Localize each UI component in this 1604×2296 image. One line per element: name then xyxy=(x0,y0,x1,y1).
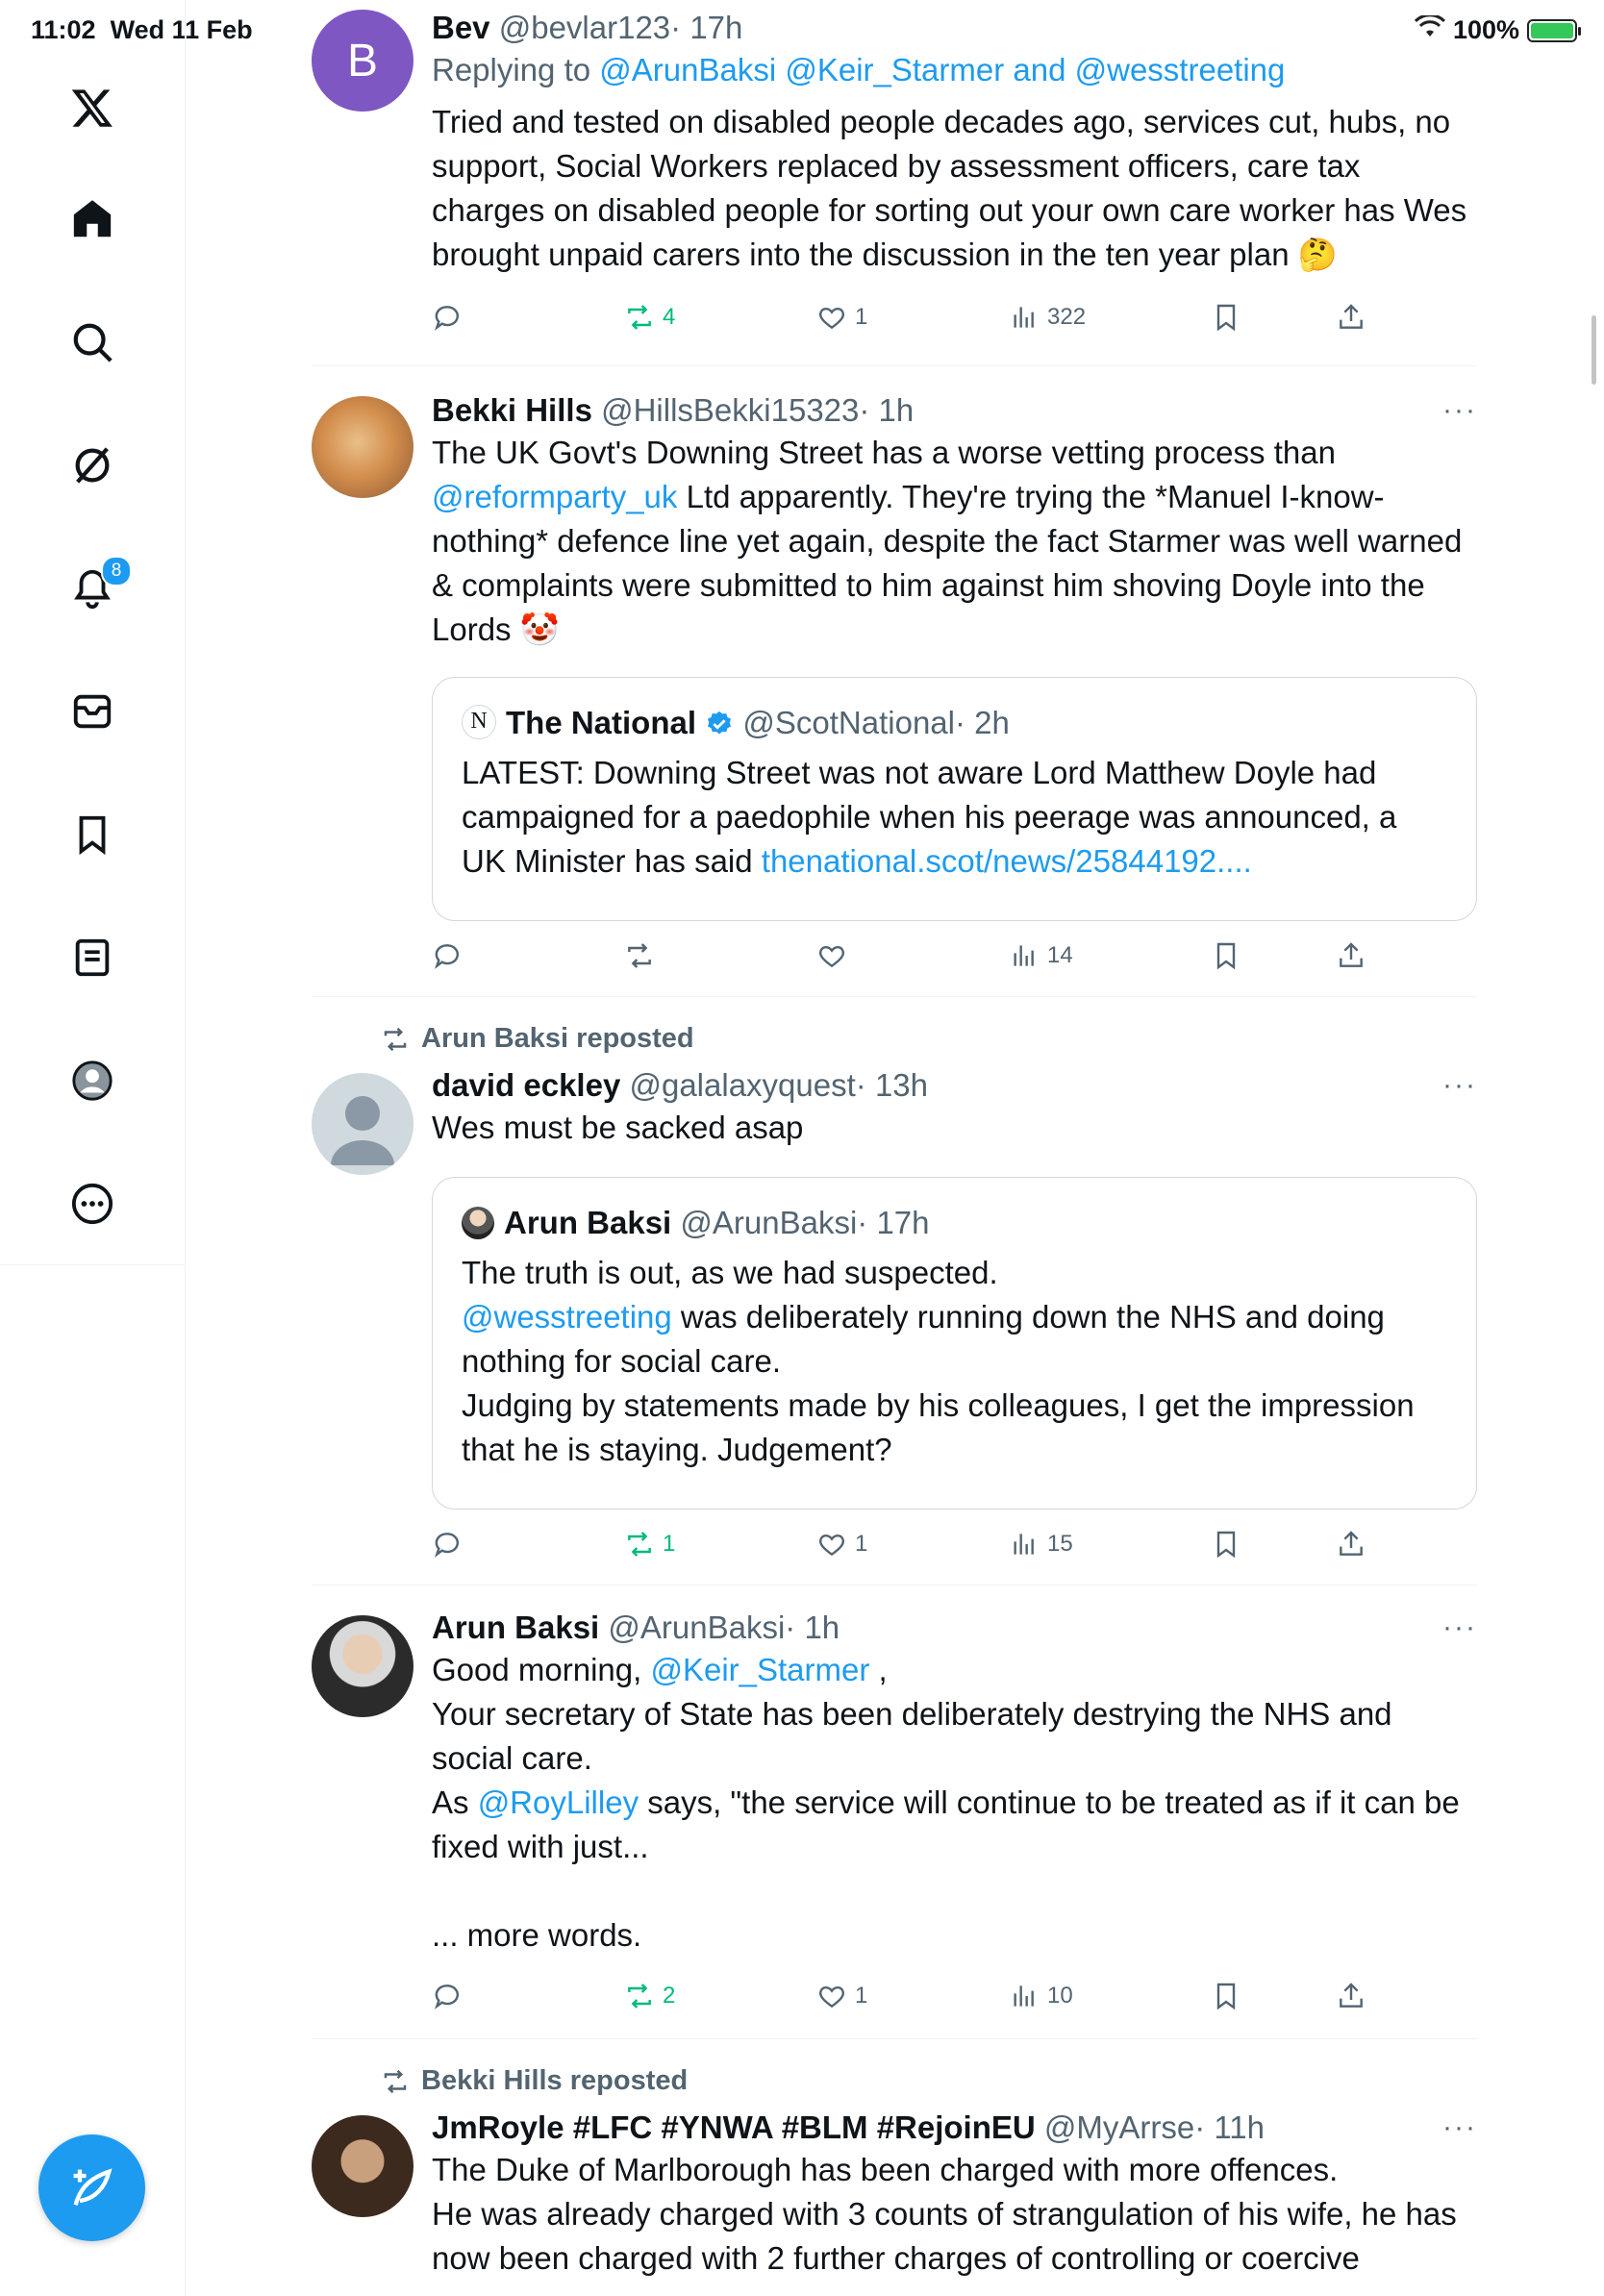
views-icon xyxy=(1009,1981,1040,2011)
view-count: 15 xyxy=(1047,1531,1073,1557)
quoted-post-text: LATEST: Downing Street was not aware Lord Matthew Doyle had campaigned for a paedophile when his peerage was announced, a UK Minister has said thenational.scot/news/25844192.... xyxy=(462,755,1406,879)
post-time: · 13h xyxy=(855,1067,928,1103)
author-handle[interactable]: @HillsBekki15323 xyxy=(601,392,860,428)
repost-button[interactable] xyxy=(624,302,675,333)
author-handle[interactable]: @ArunBaksi xyxy=(608,1610,786,1645)
post-text: The UK Govt's Downing Street has a worse vetting process than @reformparty_uk Ltd apparently. They're trying the *Manuel I-know-nothing* defence line yet again, despite the fact Starmer was well warned & complaints were submitted to him against him shoving Doyle into the Lords 🤡 xyxy=(432,435,1471,647)
sidebar-divider xyxy=(0,1264,185,1265)
views-button[interactable] xyxy=(1009,1529,1073,1560)
views-button[interactable] xyxy=(1009,1981,1073,2011)
repost-icon xyxy=(381,1025,410,1054)
like-button[interactable] xyxy=(816,302,867,333)
heart-icon xyxy=(816,1981,847,2011)
reply-handles-link[interactable]: @ArunBaksi @Keir_Starmer and @wesstreeting xyxy=(599,52,1286,87)
author-name[interactable]: Arun Baksi xyxy=(432,1610,600,1645)
post-actions xyxy=(432,940,1369,983)
reply-button[interactable] xyxy=(432,940,463,971)
avatar[interactable] xyxy=(312,1615,414,1717)
post-more-button[interactable]: ··· xyxy=(1442,1611,1477,1643)
reply-button[interactable] xyxy=(432,1981,463,2011)
post-header xyxy=(432,390,1477,431)
messages-icon[interactable] xyxy=(54,673,131,750)
quoted-post-header: N The National @ScotNational· 2h xyxy=(462,703,1447,743)
view-count: 10 xyxy=(1047,1983,1073,2009)
like-count: 1 xyxy=(855,1531,868,1557)
repost-count: 1 xyxy=(663,1531,676,1557)
scrollbar[interactable] xyxy=(1591,315,1596,385)
post-more-button[interactable]: ··· xyxy=(1442,1069,1477,1101)
post-actions xyxy=(432,1529,1369,1571)
mention-link[interactable]: @reformparty_uk xyxy=(432,479,678,514)
post-time: · 11h xyxy=(1194,2109,1266,2145)
post-divider xyxy=(312,365,1477,366)
like-button[interactable] xyxy=(816,1529,867,1560)
share-button[interactable] xyxy=(1336,1981,1366,2011)
author-name[interactable]: JmRoyle #LFC #YNWA #BLM #RejoinEU xyxy=(432,2109,1036,2145)
bookmark-icon xyxy=(1211,302,1241,333)
battery-icon xyxy=(1527,19,1577,42)
bookmark-icon xyxy=(1211,940,1241,971)
mention-link[interactable]: @Keir_Starmer xyxy=(650,1652,870,1687)
repost-count: 2 xyxy=(663,1983,676,2009)
post-time: · 1h xyxy=(859,392,915,428)
verified-icon xyxy=(705,705,734,740)
views-icon xyxy=(1009,302,1040,333)
battery-percent: 100% xyxy=(1452,15,1519,44)
article-link[interactable]: thenational.scot/news/25844192.... xyxy=(761,843,1252,879)
author-name[interactable]: Bev xyxy=(432,10,490,45)
views-icon xyxy=(1009,1529,1040,1560)
post-text: Good morning, @Keir_Starmer , Your secretary of State has been deliberately destrying the NHS and social care. As @RoyLilley says, "the service will continue to be treated as if it can be fixed with just... ... more words. xyxy=(432,1652,1468,1953)
like-button[interactable] xyxy=(816,940,847,971)
author-handle[interactable]: @bevlar123 xyxy=(498,10,671,45)
repost-icon xyxy=(624,1529,655,1560)
repost-icon xyxy=(624,940,655,971)
bookmark-button[interactable] xyxy=(1211,1529,1241,1560)
like-button[interactable] xyxy=(816,1981,867,2011)
replying-to: Replying to @ArunBaksi @Keir_Starmer and @wesstreeting xyxy=(432,52,1286,87)
avatar[interactable]: B xyxy=(312,10,414,112)
post-actions xyxy=(432,302,1369,344)
like-count: 1 xyxy=(855,304,868,330)
avatar[interactable] xyxy=(312,396,414,498)
bookmark-icon xyxy=(1211,1981,1241,2011)
post-text: Wes must be sacked asap xyxy=(432,1110,804,1145)
bookmarks-icon[interactable] xyxy=(54,796,131,873)
more-options-icon[interactable] xyxy=(54,1165,131,1242)
post-text: Tried and tested on disabled people decades ago, services cut, hubs, no support, Social Workers replaced by assessment officers, care tax charges on disabled people for sorting out your own care worker has Wes brought unpaid carers into the discussion in the ten year plan 🤔 xyxy=(432,104,1476,272)
reply-icon xyxy=(432,940,463,971)
reply-icon xyxy=(432,302,463,333)
quoted-post[interactable] xyxy=(432,677,1477,921)
repost-icon xyxy=(624,302,655,333)
repost-indicator: Arun Baksi reposted xyxy=(381,1023,694,1055)
status-time: 11:02 Wed 11 Feb xyxy=(31,15,253,44)
post-header xyxy=(432,8,1477,48)
notifications-icon[interactable] xyxy=(54,550,131,627)
views-icon xyxy=(1009,940,1040,971)
quoted-avatar: N xyxy=(462,705,496,739)
author-handle[interactable]: @MyArrse xyxy=(1043,2109,1195,2145)
author-name[interactable]: david eckley xyxy=(432,1067,621,1103)
quoted-post-text: The truth is out, as we had suspected. @wesstreeting was deliberately running down the NHS and doing nothing for social care. Judging by statements made by his colleagues, I get the impression that he is staying. Judgement? xyxy=(462,1255,1423,1467)
heart-icon xyxy=(816,940,847,971)
post-header xyxy=(432,1608,1477,1648)
views-button[interactable] xyxy=(1009,302,1086,333)
post-text: The Duke of Marlborough has been charged with more offences. He was already charged with 3 counts of strangulation of his wife, he has now been charged with 2 further charges of controlling or coercive xyxy=(432,2152,1466,2276)
post-header xyxy=(432,2108,1477,2148)
bookmark-button[interactable] xyxy=(1211,940,1241,971)
repost-count: 4 xyxy=(663,304,676,330)
view-count: 14 xyxy=(1047,942,1073,968)
reply-button[interactable] xyxy=(432,302,463,333)
reply-button[interactable] xyxy=(432,1529,463,1560)
lists-icon[interactable] xyxy=(54,919,131,996)
heart-icon xyxy=(816,1529,847,1560)
quoted-avatar xyxy=(462,1207,494,1239)
search-icon[interactable] xyxy=(54,304,131,381)
notifications-badge: 8 xyxy=(101,556,132,586)
repost-button[interactable] xyxy=(624,1529,675,1560)
post-more-button[interactable]: ··· xyxy=(1442,2111,1477,2143)
post-header xyxy=(432,1065,1477,1106)
post-more-button[interactable]: ··· xyxy=(1442,394,1477,426)
reply-icon xyxy=(432,1981,463,2011)
grok-icon[interactable] xyxy=(54,427,131,504)
x-logo-icon[interactable] xyxy=(54,69,131,146)
repost-icon xyxy=(624,1981,655,2011)
repost-button[interactable] xyxy=(624,1981,675,2011)
view-count: 322 xyxy=(1047,304,1087,330)
share-button[interactable] xyxy=(1336,940,1366,971)
repost-icon xyxy=(381,2067,410,2096)
share-icon xyxy=(1336,940,1366,971)
sidebar-nav xyxy=(0,0,186,2296)
like-count: 1 xyxy=(855,1983,868,2009)
repost-indicator: Bekki Hills reposted xyxy=(381,2065,688,2097)
home-icon[interactable] xyxy=(54,181,131,258)
bookmark-button[interactable] xyxy=(1211,1981,1241,2011)
quoted-post[interactable] xyxy=(432,1177,1477,1510)
post-divider xyxy=(312,996,1477,997)
share-button[interactable] xyxy=(1336,1529,1366,1560)
mention-link[interactable]: @RoyLilley xyxy=(477,1784,639,1820)
share-button[interactable] xyxy=(1336,302,1366,333)
post-actions xyxy=(432,1981,1369,2023)
post-time: · 1h xyxy=(785,1610,840,1645)
bookmark-button[interactable] xyxy=(1211,302,1241,333)
bookmark-icon xyxy=(1211,1529,1241,1560)
quoted-post-header: Arun Baksi @ArunBaksi· 17h xyxy=(462,1203,1447,1243)
repost-button[interactable] xyxy=(624,940,655,971)
avatar[interactable] xyxy=(312,2115,414,2217)
views-button[interactable] xyxy=(1009,940,1073,971)
avatar[interactable] xyxy=(312,1073,414,1175)
reply-icon xyxy=(432,1529,463,1560)
author-name[interactable]: Bekki Hills xyxy=(432,392,592,428)
compose-post-button[interactable] xyxy=(38,2134,145,2241)
post-time: · 17h xyxy=(670,10,743,45)
share-icon xyxy=(1336,1529,1366,1560)
mention-link[interactable]: @wesstreeting xyxy=(462,1299,672,1335)
post-divider xyxy=(312,2038,1477,2039)
share-icon xyxy=(1336,1981,1366,2011)
heart-icon xyxy=(816,302,847,333)
profile-icon[interactable] xyxy=(54,1042,131,1119)
author-handle[interactable]: @galalaxyquest xyxy=(629,1067,856,1103)
share-icon xyxy=(1336,302,1366,333)
